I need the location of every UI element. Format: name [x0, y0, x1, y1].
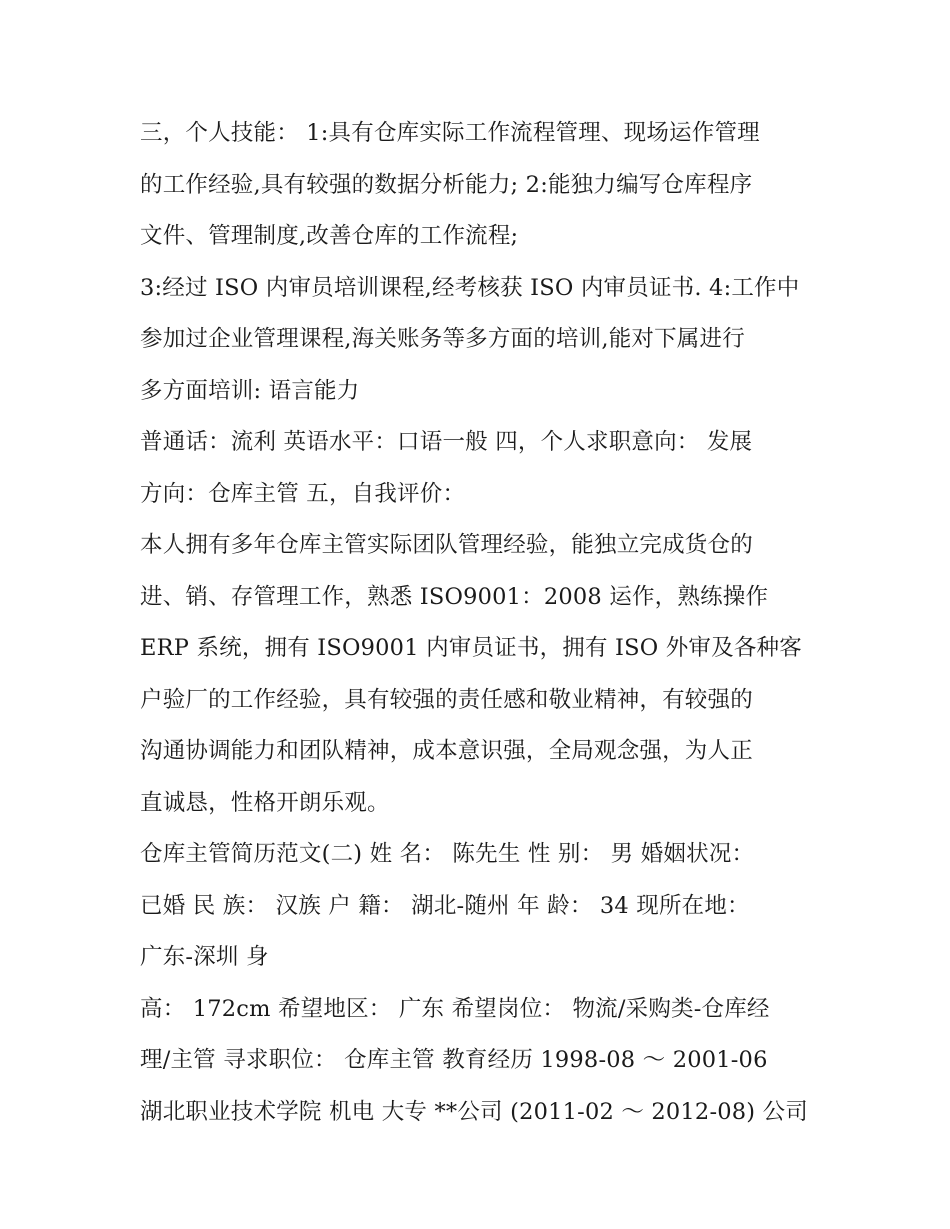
- text-line: 参加过企业管理课程,海关账务等多方面的培训,能对下属进行: [140, 326, 745, 352]
- text-line: ERP 系统，拥有 ISO9001 内审员证书，拥有 ISO 外审及各种客: [140, 635, 802, 661]
- text-line: 仓库主管简历范文(二) 姓 名： 陈先生 性 别： 男 婚姻状况：: [140, 841, 755, 867]
- body-text: [140, 108, 830, 1138]
- text-line: 已婚 民 族： 汉族 户 籍： 湖北-随州 年 龄： 34 现所在地：: [140, 892, 750, 919]
- text-line: 高： 172cm 希望地区： 广东 希望岗位： 物流/采购类-仓库经: [140, 995, 770, 1022]
- text-line: 户验厂的工作经验，具有较强的责任感和敬业精神，有较强的: [140, 686, 753, 713]
- text-line: 普通话：流利 英语水平：口语一般 四，个人求职意向： 发展: [140, 429, 753, 455]
- text-line: 的工作经验,具有较强的数据分析能力; 2:能独力编写仓库程序: [140, 171, 753, 198]
- text-line: 广东-深圳 身: [140, 944, 269, 970]
- text-line: 3:经过 ISO 内审员培训课程,经考核获 ISO 内审员证书. 4:工作中: [140, 274, 800, 301]
- text-line: 沟通协调能力和团队精神，成本意识强，全局观念强，为人正: [140, 738, 753, 764]
- text-line: 多方面培训: 语言能力: [140, 377, 360, 404]
- text-line: 湖北职业技术学院 机电 大专 **公司 (2011-02 ～ 2012-08) 公司: [140, 1098, 809, 1125]
- text-line: 文件、管理制度,改善仓库的工作流程;: [140, 223, 519, 249]
- text-line: 本人拥有多年仓库主管实际团队管理经验，能独立完成货仓的: [140, 532, 753, 558]
- text-line: 方向：仓库主管 五，自我评价：: [140, 480, 466, 507]
- text-line: 直诚恳，性格开朗乐观。: [140, 789, 390, 816]
- text-line: 进、销、存管理工作，熟悉 ISO9001：2008 运作，熟练操作: [140, 583, 769, 610]
- text-line: 三，个人技能： 1:具有仓库实际工作流程管理、现场运作管理: [140, 120, 760, 146]
- text-line: 理/主管 寻求职位： 仓库主管 教育经历 1998-08 ～ 2001-06: [140, 1047, 768, 1073]
